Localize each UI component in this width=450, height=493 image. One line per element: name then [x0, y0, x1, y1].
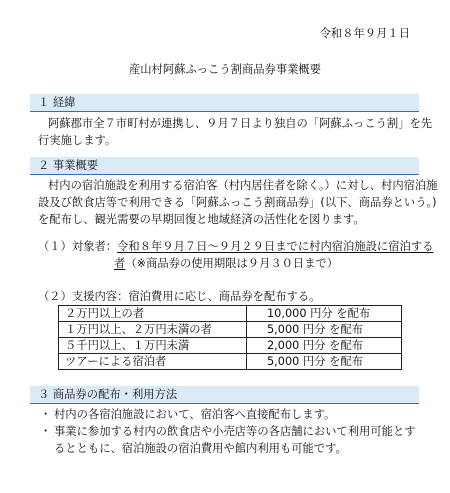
table-cell-condition: １万円以上、２万円未満の者 — [59, 322, 247, 338]
section-2-line: 村内の宿泊施設を利用する宿泊客（村内居住者を除く。）に対し、村内宿泊施 — [48, 179, 438, 192]
table-row — [59, 354, 402, 370]
section-1-line: 行実施します。 — [38, 134, 117, 147]
list-item-line: 村内の各宿泊施設において、宿泊客へ直接配布します。 — [54, 408, 336, 421]
list-item-line: るとともに、宿泊施設の宿泊費用や館内利用も可能です。 — [54, 442, 347, 455]
target-text-2: 者 — [114, 257, 126, 270]
table-cell-amount: 2,000 円分 を配布 — [247, 338, 402, 354]
table-cell-amount: 5,000 円分 を配布 — [247, 354, 402, 370]
document-date: 令和８年９月１日 — [319, 27, 410, 40]
list-item — [38, 423, 428, 457]
table-cell-amount: 5,000 円分 を配布 — [247, 322, 402, 338]
target-note: （※商品券の使用期限は９月３０日まで） — [125, 257, 339, 270]
target-label: （１）対象者： — [38, 240, 118, 253]
support-label: （２）支援内容：宿泊費用に応じ、商品券を配布する。 — [38, 290, 321, 303]
table-cell-amount: 10,000 円分 を配布 — [247, 306, 402, 322]
section-heading-background — [30, 386, 419, 404]
section-1-body — [38, 115, 433, 149]
target-text-1: 令和８年９月７日～９月２９日までに村内宿泊施設に宿泊する — [117, 240, 434, 253]
section-2-line: 設及び飲食店等で利用できる「阿蘇ふっこう割商品券」(以下、商品券という。) — [38, 196, 437, 209]
support-table — [58, 305, 402, 370]
bullet-icon: ・ — [40, 425, 52, 438]
bullet-icon: ・ — [40, 408, 52, 421]
table-row — [59, 322, 402, 338]
table-row — [59, 306, 402, 322]
section-3-heading: ３ 商品券の配布・利用方法 — [38, 388, 178, 401]
section-2-line: を配布し、観光需要の早期回復と地域経済の活性化を図ります。 — [38, 213, 365, 226]
section-1-line: 阿蘇郡市全７市町村が連携し、９月７日より独自の「阿蘇ふっこう割」を先 — [48, 117, 433, 130]
support-item — [38, 288, 420, 305]
list-item — [38, 406, 428, 423]
section-2-heading: ２ 事業概要 — [38, 159, 99, 172]
target-item — [38, 238, 433, 272]
document-title: 産山村阿蘇ふっこう割商品券事業概要 — [128, 63, 322, 76]
section-heading-background — [30, 94, 419, 112]
section-2-body — [38, 177, 438, 228]
list-item-line: 事業に参加する村内の飲食店や小売店等の各店舗において利用可能とす — [54, 425, 416, 438]
table-cell-condition: ２万円以上の者 — [59, 306, 247, 322]
section-heading-background — [30, 157, 419, 175]
table-row — [59, 338, 402, 354]
section-3-list — [38, 406, 428, 457]
section-1-heading: １ 経緯 — [38, 96, 76, 109]
table-cell-condition: ５千円以上、１万円未満 — [59, 338, 247, 354]
table-cell-condition: ツアーによる宿泊者 — [59, 354, 247, 370]
